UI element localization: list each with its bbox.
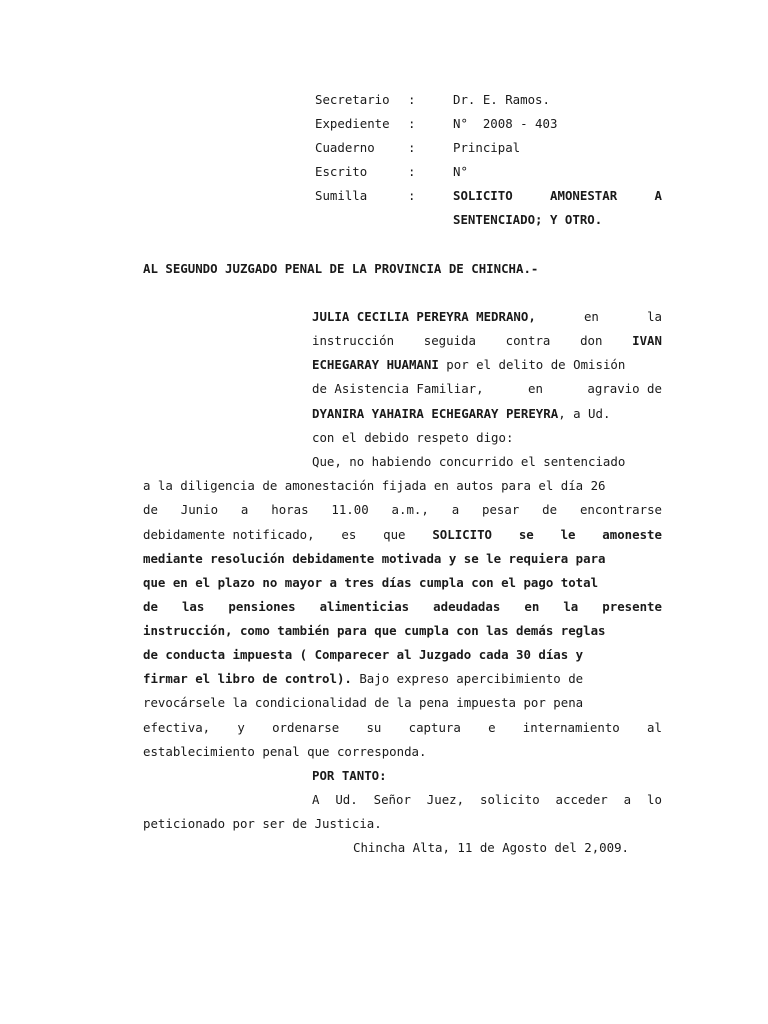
body-line-8: instrucción, como también para que cumpla con las demás reglas <box>143 623 606 638</box>
body-line-2: a la diligencia de amonestación fijada en autos para el día 26 <box>143 478 606 493</box>
word: adeudadas <box>433 599 501 614</box>
intro-line-6: con el debido respeto digo: <box>312 430 514 445</box>
intro-line-4 <box>312 381 662 397</box>
body-line-5: mediante resolución debidamente motivada y se le requiera para <box>143 551 606 566</box>
closing-line-2: peticionado por ser de Justicia. <box>143 816 382 831</box>
expediente-value: N° 2008 - 403 <box>453 116 558 131</box>
word: solicito <box>479 792 540 807</box>
text: por el delito de Omisión <box>438 357 626 372</box>
body-line-10 <box>143 671 583 687</box>
word: IVAN <box>632 333 662 348</box>
body-line-1: Que, no habiendo concurrido el sentenciado <box>312 454 626 469</box>
word: A <box>312 792 320 807</box>
word: y <box>237 720 245 735</box>
word: amoneste <box>602 527 662 542</box>
defendant-name: ECHEGARAY HUAMANI <box>312 357 439 372</box>
word: alimenticias <box>319 599 410 614</box>
colon: : <box>408 140 416 155</box>
word: a <box>240 502 249 517</box>
closing-line-1 <box>312 792 662 808</box>
word: captura <box>408 720 461 735</box>
word: seguida <box>423 333 476 348</box>
word: Señor <box>373 792 411 807</box>
body-line-4 <box>143 527 662 543</box>
word: le <box>560 527 576 542</box>
sumilla-word: A <box>654 188 662 203</box>
cuaderno-value: Principal <box>453 140 521 155</box>
colon: : <box>408 116 416 131</box>
body-line-3 <box>143 502 662 518</box>
word: es <box>341 527 357 542</box>
word: internamiento <box>522 720 620 735</box>
text: Bajo expreso apercibimiento de <box>351 671 584 686</box>
word: lo <box>646 792 662 807</box>
colon: : <box>408 188 416 203</box>
intro-line-3 <box>312 357 625 373</box>
word: a <box>451 502 460 517</box>
word: horas <box>271 502 309 517</box>
word: SOLICITO <box>432 527 493 542</box>
body-line-13: establecimiento penal que corresponda. <box>143 744 427 759</box>
word: encontrarse <box>579 502 662 517</box>
word: acceder <box>555 792 608 807</box>
expediente-label: Expediente <box>315 116 390 131</box>
word: don <box>580 333 603 348</box>
word: a <box>623 792 632 807</box>
word: pensiones <box>228 599 296 614</box>
body-line-12 <box>143 720 662 736</box>
body-line-9: de conducta impuesta ( Comparecer al Juzgado cada 30 días y <box>143 647 584 662</box>
intro-line-1 <box>312 309 662 325</box>
body-line-7 <box>143 599 662 615</box>
word: Junio <box>180 502 219 517</box>
date-line: Chincha Alta, 11 de Agosto del 2,009. <box>353 840 630 855</box>
word: instrucción <box>312 333 395 348</box>
secretario-label: Secretario <box>315 92 390 107</box>
word: que <box>383 527 406 542</box>
word: la <box>563 599 579 614</box>
word: de Asistencia Familiar, <box>312 381 484 396</box>
word: Juez, <box>426 792 465 807</box>
petitioner-name: JULIA CECILIA PEREYRA MEDRANO, <box>312 309 536 324</box>
intro-line-2 <box>312 333 662 349</box>
word: se <box>518 527 534 542</box>
word: su <box>366 720 382 735</box>
word: de <box>143 599 158 614</box>
por-tanto: POR TANTO: <box>312 768 387 783</box>
word: agravio de <box>587 381 662 396</box>
colon: : <box>408 92 416 107</box>
text: , a Ud. <box>558 406 611 421</box>
word: ordenarse <box>272 720 340 735</box>
cuaderno-label: Cuaderno <box>315 140 375 155</box>
secretario-value: Dr. E. Ramos. <box>453 92 550 107</box>
beneficiary-name: DYANIRA YAHAIRA ECHEGARAY PEREYRA <box>312 406 559 421</box>
sumilla-word: AMONESTAR <box>550 188 618 203</box>
word: pesar <box>482 502 520 517</box>
word: en <box>528 381 543 396</box>
word: Ud. <box>335 792 358 807</box>
escrito-value: N° <box>453 164 468 179</box>
escrito-label: Escrito <box>315 164 368 179</box>
colon: : <box>408 164 416 179</box>
body-line-11: revocársele la condicionalidad de la pena impuesta por pena <box>143 695 584 710</box>
word: efectiva, <box>143 720 211 735</box>
sumilla-line-1 <box>453 188 662 204</box>
sumilla-word: SOLICITO <box>453 188 513 203</box>
text: firmar el libro de control). <box>143 671 352 686</box>
intro-line-5 <box>312 406 610 422</box>
word: de <box>542 502 558 517</box>
word: e <box>488 720 496 735</box>
word: de <box>143 502 158 517</box>
sumilla-line-2: SENTENCIADO; Y OTRO. <box>453 212 603 227</box>
word: la <box>647 309 662 324</box>
word: en <box>583 309 599 324</box>
word: contra <box>505 333 551 348</box>
word: presente <box>602 599 662 614</box>
addressee: AL SEGUNDO JUZGADO PENAL DE LA PROVINCIA DE CHINCHA.- <box>143 261 539 276</box>
word: debidamente notificado, <box>143 527 315 542</box>
word: a.m., <box>391 502 429 517</box>
word: al <box>646 720 662 735</box>
sumilla-label: Sumilla <box>315 188 368 203</box>
word: en <box>524 599 540 614</box>
body-line-6: que en el plazo no mayor a tres días cumpla con el pago total <box>143 575 599 590</box>
word: las <box>181 599 205 614</box>
word: 11.00 <box>331 502 369 517</box>
